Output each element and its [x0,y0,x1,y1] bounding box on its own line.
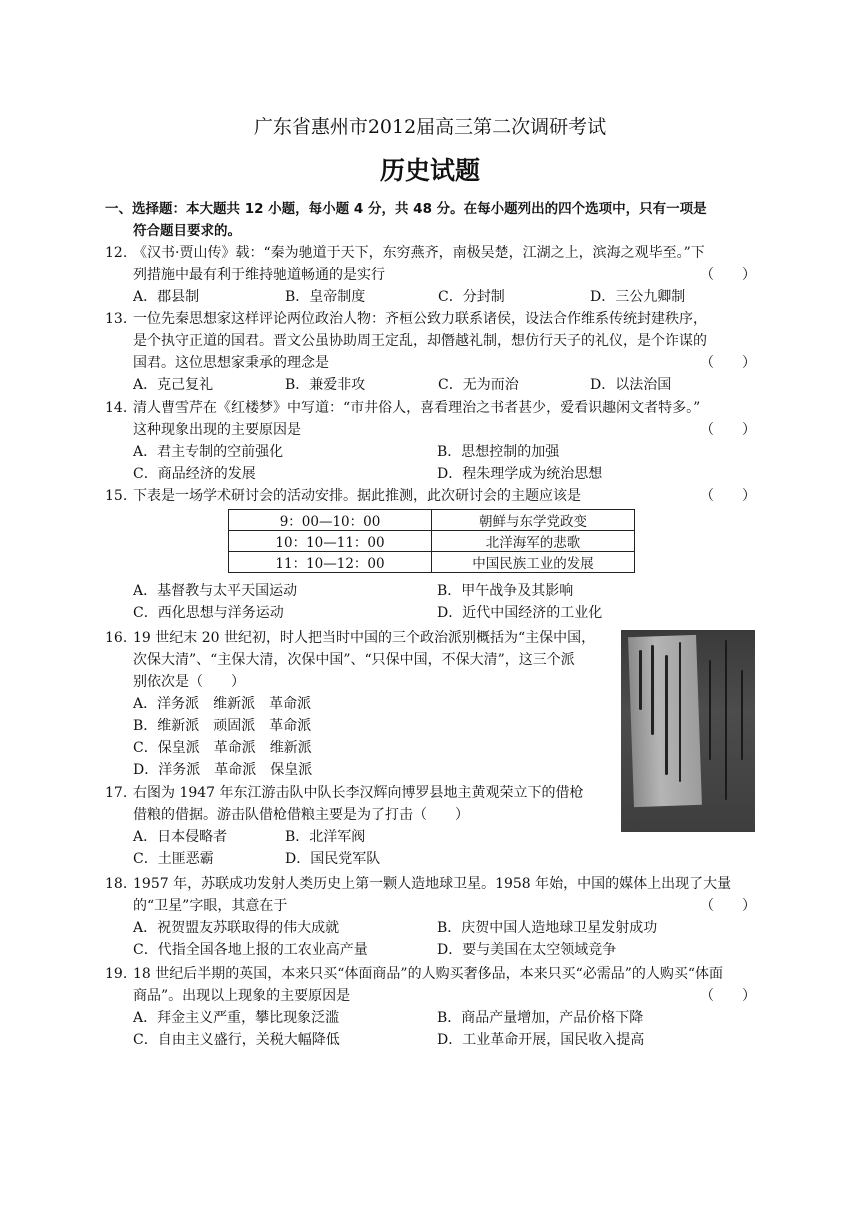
schedule-time: 10：10—11：00 [229,531,432,552]
option-a: A．祝贺盟友苏联取得的伟大成就 [133,920,340,936]
question-stem-line: 列措施中最有利于维持驰道畅通的是实行 [133,267,385,283]
question-number: 17. [105,785,128,801]
schedule-topic: 北洋海军的悲歌 [432,531,635,552]
option-a: A．拜金主义严重，攀比现象泛滥 [133,1010,340,1026]
question-stem-line: 清人曹雪芹在《红楼梦》中写道：“市井俗人，喜看理治之书者甚少，爱看识趣闲文者特多。” [133,400,701,416]
question-stem-line: 一位先秦思想家这样评论两位政治人物：齐桓公致力联系诸侯，设法合作维系传统封建秩序， [133,311,707,327]
question-stem-line: 下表是一场学术研讨会的活动安排。据此推测，此次研讨会的主题应该是 [133,488,581,504]
question-stem-line: 的“卫星”字眼，其意在于 [133,898,288,914]
schedule-time: 9：00—10：00 [229,510,432,531]
question-stem-line: 右图为 1947 年东江游击队中队长李汉辉向博罗县地主黄观荣立下的借枪 [133,785,584,801]
answer-parentheses: （ ） [700,355,756,371]
question-number: 19. [105,966,128,982]
option-d: D．要与美国在太空领域竞争 [437,942,617,958]
question-number: 16. [105,630,128,646]
answer-parentheses: （ ） [700,488,756,504]
option-b: B．北洋军阀 [285,829,366,845]
option-c: C．无为而治 [438,377,519,393]
option-d: D．三公九卿制 [590,289,686,305]
table-row [229,510,635,531]
subject-title: 历史试题 [379,156,480,185]
question-stem-line: 国君。这位思想家秉承的理念是 [133,355,329,371]
option-c: C．分封制 [438,289,505,305]
question-stem-line: 商品”。出现以上现象的主要原因是 [133,988,351,1004]
option-a: A．日本侵略者 [133,829,228,845]
question-stem-line: 别依次是（ ） [133,674,245,690]
option-b: B．商品产量增加，产品价格下降 [437,1010,644,1026]
schedule-topic: 朝鲜与东学党政变 [432,510,635,531]
option-d: D．洋务派 革命派 保皇派 [133,762,313,778]
option-a: A．郡县制 [133,289,200,305]
option-b: B．皇帝制度 [285,289,366,305]
answer-parentheses: （ ） [700,988,756,1004]
option-a: A．基督教与太平天国运动 [133,583,298,599]
answer-parentheses: （ ） [700,422,756,438]
answer-parentheses: （ ） [700,898,756,914]
question-stem-line: 这种现象出现的主要原因是 [133,422,301,438]
question-number: 14. [105,400,128,416]
question-stem-line: 《汉书·贾山传》载：“秦为驰道于天下，东穷燕齐，南极吴楚，江湖之上，滨海之观毕至。”下 [133,245,705,261]
question-stem-line: 1957 年，苏联成功发射人类历史上第一颗人造地球卫星。1958 年始，中国的媒体上出现了大量 [133,876,732,892]
answer-parentheses: （ ） [700,267,756,283]
loan-receipt-photo [621,630,755,832]
option-c: C．保皇派 革命派 维新派 [133,740,312,756]
option-a: A．君主专制的空前强化 [133,444,284,460]
option-d: D．以法治国 [590,377,672,393]
option-b: B．思想控制的加强 [437,444,560,460]
schedule-topic: 中国民族工业的发展 [432,552,635,573]
option-d: D．近代中国经济的工业化 [437,605,603,621]
question-stem-line: 借粮的借据。游击队借枪借粮主要是为了打击（ ） [133,807,469,823]
option-b: B．庆贺中国人造地球卫星发射成功 [437,920,658,936]
option-d: D．国民党军队 [285,851,381,867]
schedule-table [228,509,635,573]
question-number: 12. [105,245,128,261]
option-c: C．代指全国各地上报的工农业高产量 [133,942,368,958]
question-stem-line: 18 世纪后半期的英国，本来只买“体面商品”的人购买奢侈品，本来只买“必需品”的人购买“体面 [133,966,724,982]
option-c: C．土匪恶霸 [133,851,214,867]
option-b: B．兼爱非攻 [285,377,366,393]
option-c: C．商品经济的发展 [133,466,256,482]
question-number: 13. [105,311,128,327]
question-number: 15. [105,488,128,504]
option-a: A．克己复礼 [133,377,214,393]
schedule-time: 11：10—12：00 [229,552,432,573]
option-c: C．自由主义盛行，关税大幅降低 [133,1032,340,1048]
question-stem-line: 次保大清”、“主保大清，次保中国”、“只保中国，不保大清”，这三个派 [133,652,575,668]
exam-title: 广东省惠州市2012届高三第二次调研考试 [253,116,607,138]
option-d: D．程朱理学成为统治思想 [437,466,603,482]
option-c: C．西化思想与洋务运动 [133,605,284,621]
question-stem-line: 19 世纪末 20 世纪初，时人把当时中国的三个政治派别概括为“主保中国， [133,630,596,646]
option-b: B．甲午战争及其影响 [437,583,574,599]
table-row [229,552,635,573]
table-row [229,531,635,552]
option-b: B．维新派 顽固派 革命派 [133,718,312,734]
question-stem-line: 是个执守正道的国君。晋文公虽协助周王定乱，却僭越礼制，想仿行天子的礼仪，是个诈谋的 [133,333,707,349]
question-number: 18. [105,876,128,892]
section-instructions-line2: 符合题目要求的。 [133,223,241,239]
section-instructions-line1: 一、选择题：本大题共 12 小题，每小题 4 分，共 48 分。在每小题列出的四个选项中，只有一项是 [105,201,707,217]
option-a: A．洋务派 维新派 革命派 [133,696,312,712]
option-d: D．工业革命开展，国民收入提高 [437,1032,645,1048]
